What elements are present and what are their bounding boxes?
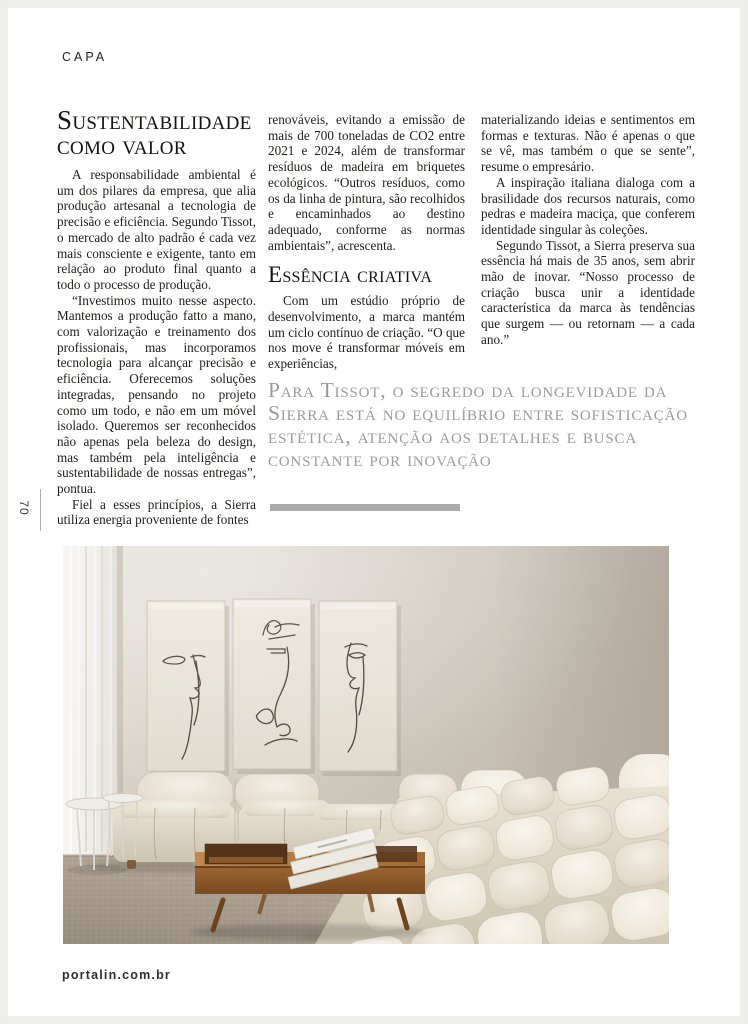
paragraph-7: A inspiração italiana dialoga com a brasilidade dos recursos naturais, como pedras e madeira maciça, que conferem identidade singular às coleções. xyxy=(481,174,695,237)
paragraph-1: A responsabilidade ambiental é um dos pilares da empresa, que alia produção artesanal a tecnologia de precisão e eficiência. Segundo Tissot, o mercado de alto padrão é cada vez mais consciente e exigente, tanto em relação ao produto final quanto a todo o processo de produção. xyxy=(57,167,256,292)
folio-rule xyxy=(40,489,41,531)
footer-url: portalin.com.br xyxy=(62,968,171,982)
paragraph-8: Segundo Tissot, a Sierra preserva sua essência há mais de 35 anos, sem abrir mão de inovar. “Nosso processo de criação busca unir a identidade característica da marca às tendências que surgem — ou retornam — a cada ano.” xyxy=(481,237,695,347)
text-column-3 xyxy=(481,112,695,348)
pull-quote: Para Tissot, o segredo da longevidade da Sierra está no equilíbrio entre sofisticação estética, atenção aos detalhes e busca constante por inovação xyxy=(268,378,688,471)
living-room-photo xyxy=(63,546,669,944)
paragraph-3: Fiel a esses princípios, a Sierra utiliza energia proveniente de fontes xyxy=(57,496,256,528)
text-column-1 xyxy=(57,105,256,528)
paragraph-6: materializando ideias e sentimentos em formas e texturas. Não é apenas o que se vê, mas também o que se sente”, resume o empresário. xyxy=(481,112,695,175)
pull-quote-divider xyxy=(270,504,460,511)
page-number: 70 xyxy=(17,500,31,516)
paragraph-2: “Investimos muito nesse aspecto. Mantemos a produção fatto a mano, com valorização e treinamento dos profissionais, mas incorporamos tecnologia para alcançar precisão e eficiência. Oferecemos soluções integradas, pensando no projeto como um todo, e não em um móvel isolado. Queremos ser reconhecidos não apenas pela beleza do design, mas também pela inteligência e sustentabilidade de nossas entregas”, pontua. xyxy=(57,292,256,497)
paragraph-4: renováveis, evitando a emissão de mais de 700 toneladas de CO2 entre 2021 e 2024, além de transformar resíduos de madeira em briquetes ecológicos. “Outros resíduos, como os da linha de pintura, são recolhidos e encaminhados ao destino adequado, conforme as normas ambientais”, acrescenta. xyxy=(268,112,465,253)
text-column-2 xyxy=(268,112,465,372)
section-subheading: Essência criativa xyxy=(268,262,433,288)
section-label: CAPA xyxy=(62,50,108,64)
paragraph-5: Com um estúdio próprio de desenvolvimento, a marca mantém um ciclo contínuo de criação. “O que nos move é transformar móveis em experiências, xyxy=(268,293,465,372)
article-title: Sustentabilidade como valor xyxy=(57,105,252,160)
